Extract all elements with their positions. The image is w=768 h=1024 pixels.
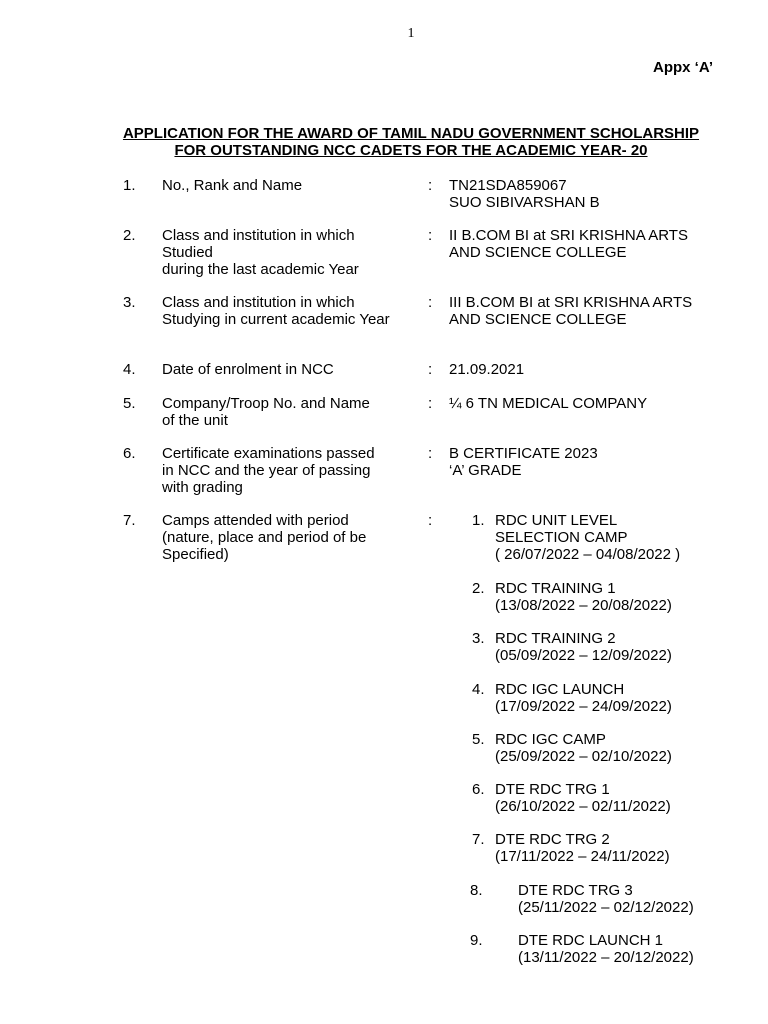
- camp-details: [518, 932, 694, 966]
- item-number: 6.: [123, 445, 136, 462]
- item-label-line: No., Rank and Name: [162, 177, 303, 194]
- camp-line: (25/11/2022 – 02/12/2022): [518, 899, 694, 916]
- item-value: [449, 445, 719, 479]
- camp-line: DTE RDC TRG 2: [495, 831, 610, 848]
- item-label-line: Company/Troop No. and Name: [162, 395, 370, 412]
- item-value-line: AND SCIENCE COLLEGE: [449, 311, 627, 328]
- item-label-line: Studied: [162, 244, 213, 261]
- camp-line: RDC IGC LAUNCH: [495, 681, 625, 698]
- item-value-line: SUO SIBIVARSHAN B: [449, 194, 600, 211]
- item-value-line: B CERTIFICATE 2023: [449, 445, 598, 462]
- item-label: [162, 294, 412, 328]
- camp-number: 5.: [472, 731, 485, 748]
- item-label: [162, 227, 412, 278]
- camp-details: [495, 580, 672, 614]
- camp-details: [495, 831, 670, 865]
- camp-details: [495, 681, 672, 715]
- title-line-2: FOR OUTSTANDING NCC CADETS FOR THE ACADEMIC YEAR- 20: [174, 142, 648, 159]
- camp-line: DTE RDC TRG 3: [518, 882, 633, 899]
- camp-line: (25/09/2022 – 02/10/2022): [495, 748, 672, 765]
- item-label: [162, 445, 412, 496]
- item-colon: :: [428, 361, 433, 378]
- item-value: [449, 395, 719, 412]
- item-label-line: Specified): [162, 546, 229, 563]
- camp-number: 2.: [472, 580, 485, 597]
- item-label-line: Date of enrolment in NCC: [162, 361, 334, 378]
- item-value-line: III B.COM BI at SRI KRISHNA ARTS: [449, 294, 693, 311]
- item-value: [449, 361, 719, 378]
- item-colon: :: [428, 227, 433, 244]
- item-label-line: (nature, place and period of be: [162, 529, 367, 546]
- item-number: 1.: [123, 177, 136, 194]
- camp-line: (17/11/2022 – 24/11/2022): [495, 848, 670, 865]
- item-label-line: of the unit: [162, 412, 228, 429]
- camp-number: 3.: [472, 630, 485, 647]
- camp-number: 9.: [470, 932, 483, 949]
- item-value: [449, 227, 719, 261]
- camp-number: 7.: [472, 831, 485, 848]
- camp-number: 4.: [472, 681, 485, 698]
- camp-line: DTE RDC LAUNCH 1: [518, 932, 664, 949]
- item-label: [162, 395, 412, 429]
- item-value: [449, 294, 719, 328]
- item-label-line: during the last academic Year: [162, 261, 359, 278]
- camp-number: 6.: [472, 781, 485, 798]
- item-colon: :: [428, 395, 433, 412]
- item-colon: :: [428, 445, 433, 462]
- camp-details: [495, 731, 672, 765]
- page-number: 1: [407, 26, 415, 41]
- camp-line: (05/09/2022 – 12/09/2022): [495, 647, 672, 664]
- camp-line: SELECTION CAMP: [495, 529, 628, 546]
- camp-details: [495, 630, 672, 664]
- camp-line: RDC TRAINING 2: [495, 630, 616, 647]
- item-number: 3.: [123, 294, 136, 311]
- item-value: [449, 177, 719, 211]
- camp-line: DTE RDC TRG 1: [495, 781, 610, 798]
- item-value-line: II B.COM BI at SRI KRISHNA ARTS: [449, 227, 688, 244]
- item-value-line: TN21SDA859067: [449, 177, 567, 194]
- item-label-line: with grading: [162, 479, 243, 496]
- camp-line: ( 26/07/2022 – 04/08/2022 ): [495, 546, 681, 563]
- item-label-line: Class and institution in which: [162, 294, 355, 311]
- camp-details: [495, 512, 680, 563]
- item-label: [162, 177, 412, 194]
- item-label: [162, 361, 412, 378]
- item-value-line: ¼ 6 TN MEDICAL COMPANY: [449, 395, 648, 412]
- camp-line: RDC UNIT LEVEL: [495, 512, 618, 529]
- title-line-1: APPLICATION FOR THE AWARD OF TAMIL NADU GOVERNMENT SCHOLARSHIP: [122, 125, 700, 142]
- camp-line: (13/11/2022 – 20/12/2022): [518, 949, 694, 966]
- item-value-line: AND SCIENCE COLLEGE: [449, 244, 627, 261]
- camp-line: RDC IGC CAMP: [495, 731, 606, 748]
- item-label-line: Class and institution in which: [162, 227, 355, 244]
- camp-line: (26/10/2022 – 02/11/2022): [495, 798, 671, 815]
- camp-number: 1.: [472, 512, 485, 529]
- item-value-line: ‘A’ GRADE: [449, 462, 522, 479]
- item-colon: :: [428, 512, 433, 529]
- item-colon: :: [428, 294, 433, 311]
- item-number: 5.: [123, 395, 136, 412]
- document-title: [100, 125, 722, 159]
- item-number: 7.: [123, 512, 136, 529]
- appendix-label: Appx ‘A’: [652, 59, 713, 76]
- item-value-line: 21.09.2021: [449, 361, 525, 378]
- camp-line: (13/08/2022 – 20/08/2022): [495, 597, 672, 614]
- item-number: 4.: [123, 361, 136, 378]
- item-label-line: in NCC and the year of passing: [162, 462, 371, 479]
- camp-details: [518, 882, 694, 916]
- item-label-line: Camps attended with period: [162, 512, 349, 529]
- item-colon: :: [428, 177, 433, 194]
- item-label-line: Certificate examinations passed: [162, 445, 375, 462]
- item-label-line: Studying in current academic Year: [162, 311, 390, 328]
- camp-line: RDC TRAINING 1: [495, 580, 616, 597]
- item-label: [162, 512, 412, 563]
- camp-details: [495, 781, 671, 815]
- camp-number: 8.: [470, 882, 483, 899]
- item-number: 2.: [123, 227, 136, 244]
- camp-line: (17/09/2022 – 24/09/2022): [495, 698, 672, 715]
